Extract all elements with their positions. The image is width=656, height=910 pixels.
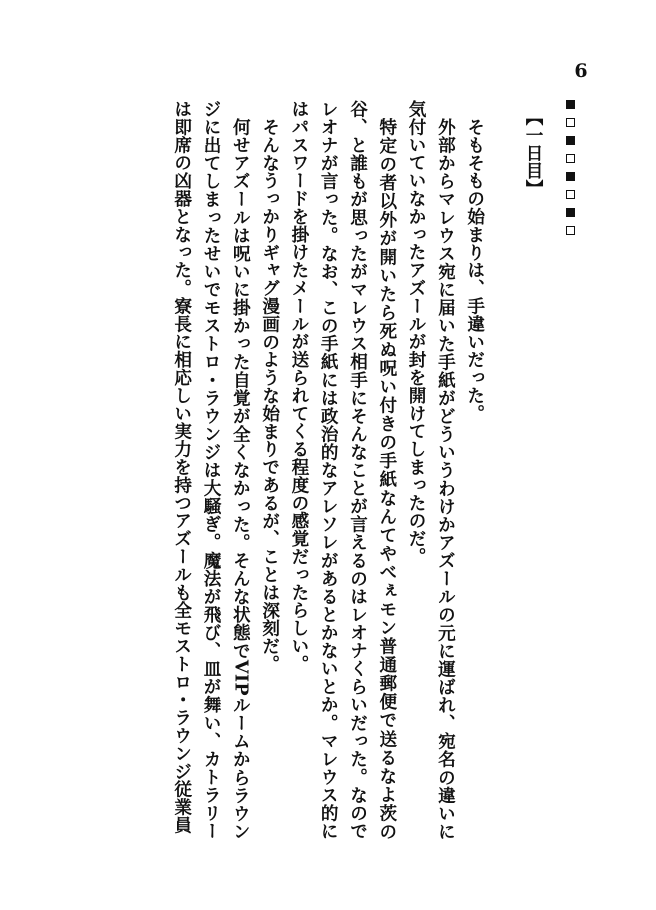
paragraph: そんなうっかりギャグ漫画のような始まりであるが、ことは深刻だ。 xyxy=(259,117,281,673)
chapter-mark-filled xyxy=(566,208,575,217)
chapter-heading: 【一日目】 xyxy=(523,108,544,198)
paragraph: 何せアズールは呪いに掛かった自覚が全くなかった。そんな状態でVIPルームからラウンジに出てしまったせいでモストロ・ラウンジは大騒ぎ。魔法が飛び、皿が舞い、カトラリーは即席の凶器となった。寮長に相応しい実力を持つアズールも全モストロ・ラウンジ従業員 xyxy=(171,100,252,840)
body-text xyxy=(167,100,548,840)
chapter-mark-filled xyxy=(566,100,575,109)
chapter-mark-empty xyxy=(566,154,575,163)
chapter-mark-empty xyxy=(566,118,575,127)
paragraph: 特定の者以外が開いたら死ぬ呪い付きの手紙なんてやべぇモン普通郵便で送るなよ茨の谷、と誰もが思ったがマレウス相手にそんなことが言えるのはレオナくらいだった。なのでレオナが言った。なお、この手紙には政治的なアレソレがあるとかないとか。マレウス的にはパスワードを掛けたメールが送られてくる程度の感覚だったらしい。 xyxy=(288,100,398,840)
paragraph: 外部からマレウス宛に届いた手紙がどういうわけかアズールの元に運ばれ、宛名の違いに気付いていなかったアズールが封を開けてしまったのだ。 xyxy=(406,100,457,840)
paragraph: そもそもの始まりは、手違いだった。 xyxy=(464,117,486,422)
chapter-mark-filled xyxy=(566,172,575,181)
chapter-mark-empty xyxy=(566,190,575,199)
page-number: 6 xyxy=(574,60,588,82)
chapter-mark-filled xyxy=(566,136,575,145)
chapter-marks xyxy=(566,100,578,244)
chapter-mark-empty xyxy=(566,226,575,235)
